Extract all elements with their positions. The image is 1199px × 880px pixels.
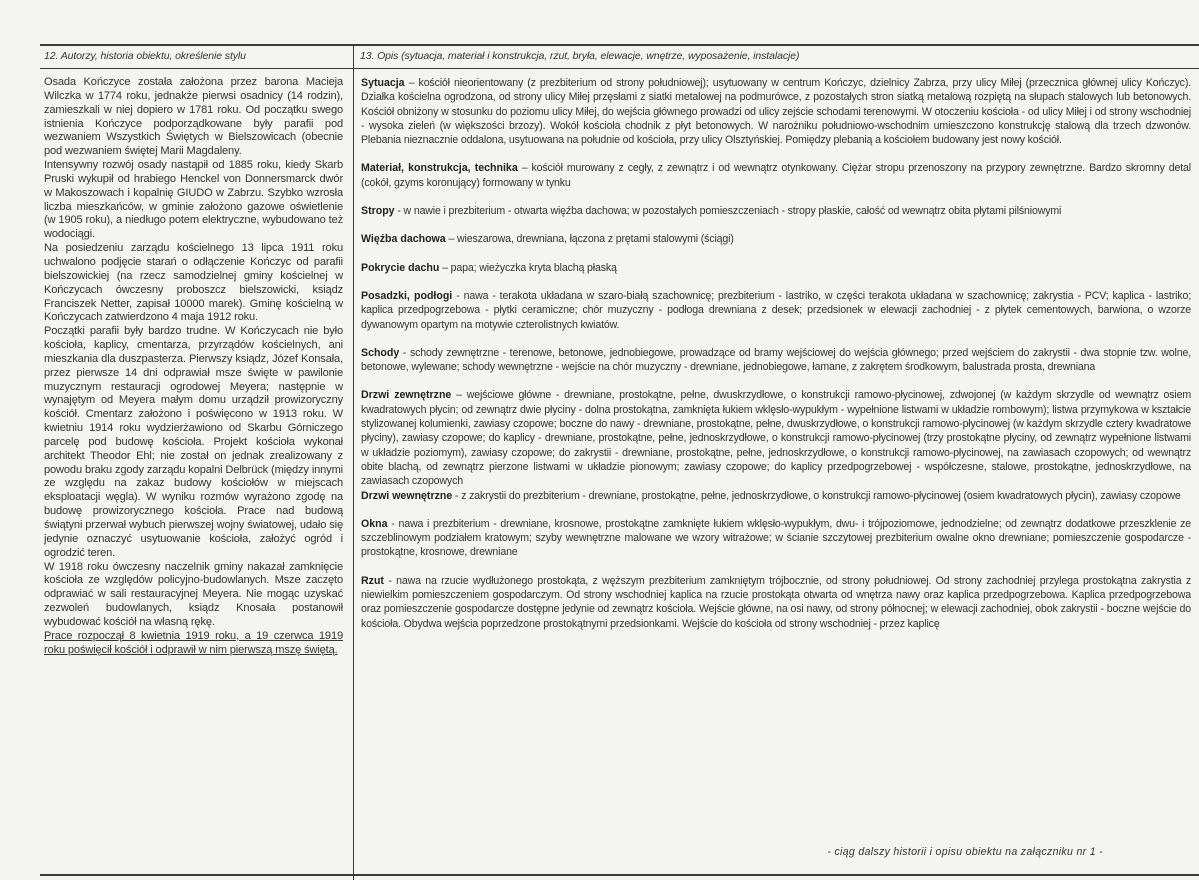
section-sytuacja: Sytuacja – kościół nieorientowany (z prezbiterium od strony południowej); usytuowany w centrum Kończyc, dzielnicy Zabrza, przy ulicy Miłej (przecznica głównej ulicy Kończyc). Działka kościelna ogrodzona, od strony ulicy Miłej przęsłami z siatki metalowej na podmurówce, z pozostałych stron siatką metalową rozpiętą na słupach stalowych lub betonowych. Kościół obniżony w stosunku do poziomu ulicy Miłej, do wejścia głównego prowadzi od ulicy zejście schodami terenowymi. W otoczeniu kościoła - od ulicy Miłej i od strony wschodniej - wysoka zieleń (w większości brzozy). Wokół kościoła chodnik z płyt betonowych. W narożniku południowo-wschodnim umieszczono konstrukcję stalową dla trzech dzwonów. Plebania nieznacznie oddalona, usytuowana na południe od kościoła, przy ulicy Olsztyńskiej. Pomiędzy plebanią a kościołem budowany jest nowy kościół. [361, 77, 1191, 147]
section-posadzki: Posadzki, podłogi - nawa - terakota układana w szaro-białą szachownicę; prezbiterium - lastriko, w części terakota układana w szachownicę; zakrystia - PCV; kaplica - lastriko; kaplica przedpogrzebowa - płytki ceramiczne; chór muzyczny - podłoga drewniana z desek; przedsionek w elewacji zachodniej - z płytek cementowych, barwiona, o wzorze dywanowym opartym na motywie czterolistnych kwiatów. [361, 289, 1191, 331]
section-text: kościół nieorientowany (z prezbiterium od strony południowej); usytuowany w centrum Kończyc, dzielnicy Zabrza, przy ulicy Miłej (przecznica głównej ulicy Kończyc). Działka kościelna ogrodzona, od strony ulicy Miłej przęsłami z siatki metalowej na podmurówce, z pozostałych stron siatką metalową rozpiętą na słupach stalowych lub betonowych. Kościół obniżony w stosunku do poziomu ulicy Miłej, do wejścia głównego prowadzi od ulicy zejście schodami terenowymi. W otoczeniu kościoła - od ulicy Miłej i od strony wschodniej - wysoka zieleń (w większości brzozy). Wokół kościoła chodnik z płyt betonowych. W narożniku południowo-wschodnim umieszczono konstrukcję stalową dla trzech dzwonów. Plebania nieznacznie oddalona, usytuowana na południe od kościoła, przy ulicy Olsztyńskiej. Pomiędzy plebanią a kościołem budowany jest nowy kościół. [361, 77, 1191, 147]
section-text: kościół murowany z cegły, z zewnątrz i od wewnątrz otynkowany. Ciężar stropu przenoszony na przypory zewnętrzne. Bardzo skromny detal (cokół, gzyms koronujący) formowany w tynku [361, 162, 1191, 189]
header-rule [40, 68, 1199, 69]
section-text: schody zewnętrzne - terenowe, betonowe, jednobiegowe, prowadzące od bramy wejściowej do wejścia głównego; przed wejściem do zakrystii - dwa stopnie tzw. wolne, betonowe, wylewane; schody wewnętrzne - wejście na chór muzyczny - drewniane, jednobiegowe, łamane, z zakrętem środkowym, balustrada prosta, drewniana [361, 346, 1191, 374]
section-drzwi-wewnetrzne: Drzwi wewnętrzne - z zakrystii do prezbiterium - drewniane, prostokątne, pełne, jednoskrzydłowe, o konstrukcji ramowo-płycinowej (osiem kwadratowych płycin), zawiasy czopowe [361, 489, 1181, 502]
column-divider [353, 44, 354, 880]
section-text: w nawie i prezbiterium - otwarta więźba dachowa; w pozostałych pomieszczeniach - stropy płaskie, całość od wewnątrz obita płytami pilśniowymi [403, 205, 1062, 218]
section-rzut: Rzut - nawa na rzucie wydłużonego prostokąta, z węższym prezbiterium zamkniętym trójbocznie, od strony południowej. Od strony zachodniej przylega prostokątna zakrystia z niewielkim pomieszczeniem gospodarczym. Od strony wschodniej kaplica na rzucie prostokąta otwarta od wnętrza nawy oraz kaplica przedpogrzebowa. Kaplica przedpogrzebowa oraz pomieszczenie gospodarcze dostępne jedynie od zewnątrz kościoła. Wejście główne, na osi nawy, od strony północnej; w elewacji zachodniej, obok zakrystii - boczne wejście do kościoła. Obydwa wejścia poprzedzone prostokątnymi przedsionkami. Wejście do kościoła od strony wschodniej - przez kaplicę [361, 574, 1191, 630]
section-label: Drzwi zewnętrzne [361, 389, 452, 402]
history-column [44, 76, 343, 871]
bottom-rule [40, 874, 1199, 876]
section-text: papa; wieżyczka kryta blachą płaską [450, 261, 617, 274]
section-okna: Okna - nawa i prezbiterium - drewniane, krosnowe, prostokątne zamknięte łukiem wklęsło-wypukłym, dwu- i trójpoziomowe, jednodzielne; od zewnątrz dodatkowe przeszklenie ze szczeblinowym podziałem kratowym; szyby wewnętrzne malowane we wzory witrażowe; w ścianie szczytowej prezbiterium owalne okno drewniane; pomieszczenie gospodarcze - prostokątne, krosnowe, drewniane [361, 517, 1191, 559]
history-paragraph: W 1918 roku ówczesny naczelnik gminy nakazał zamknięcie kościoła ze względów policyjno-budowlanych. Msze zaczęto odprawiać w sali restauracyjnej Meyera. Nie mogąc uzyskać zezwoleń budowlanych, ksiądz Knosała postanowił wybudować kościół na własną rękę. [44, 560, 343, 628]
description-column [361, 76, 1191, 860]
section-text: nawa na rzucie wydłużonego prostokąta, z węższym prezbiterium zamkniętym trójbocznie, od strony południowej. Od strony zachodniej przylega prostokątna zakrystia z niewielkim pomieszczeniem gospodarczym. Od strony wschodniej kaplica na rzucie prostokąta otwarta od wnętrza nawy oraz kaplica przedpogrzebowa. Kaplica przedpogrzebowa oraz pomieszczenie gospodarcze dostępne jedynie od zewnątrz kościoła. Wejście główne, na osi nawy, od strony północnej; w elewacji zachodniej, obok zakrystii - boczne wejście do kościoła. Obydwa wejścia poprzedzone prostokątnymi przedsionkami. Wejście do kościoła od strony wschodniej - przez kaplicę [361, 574, 1191, 630]
section-text: nawa i prezbiterium - drewniane, krosnowe, prostokątne zamknięte łukiem wklęsło-wypukłym, dwu- i trójpoziomowe, jednodzielne; od zewnątrz dodatkowe przeszklenie ze szczeblinowym podziałem kratowym; szyby wewnętrzne malowane we wzory witrażowe; w ścianie szczytowej prezbiterium owalne okno drewniane; pomieszczenie gospodarcze - prostokątne, krosnowe, drewniane [361, 517, 1191, 559]
section-text: wejściowe główne - drewniane, prostokątne, pełne, dwuskrzydłowe, o konstrukcji ramowo-płycinowej, zdwojonej (w każdym skrzydle od wewnątrz osiem kwadratowych płycin; od zewnątrz dwie płyciny - dolna prostokątna, zamknięta łukiem wklęsło-wypukłym - wypełnione listwami w układzie rombowym); listwa przymykowa w kształcie stylizowanej kolumienki, zawiasy czopowe; boczne do nawy - drewniane, prostokątne, pełne, dwuskrzydłowe, o konstrukcji ramowo-płycinowej (w każdym skrzydle cztery kwadratowe płyciny), zawiasy czopowe; do kaplicy - drewniane, prostokątne, pełne, jednoskrzydłowe, o konstrukcji ramowo-płycinowej (trzy prostokątne płyciny, od zewnątrz wypełnione listwami w układzie poziomym), zawiasy czopowe; do zakrystii - drewniane, prostokątne, pełne, jednoskrzydłowe, o konstrukcji ramowo-płycinowej, na zawiasach czopowych; od wewnątrz obite blachą, od zewnątrz pierzone listwami w układzie pionowym; zawiasy czopowe; do kaplicy przedpogrzebowej - współczesne, stalowe, prostokątne, jednoskrzydłowe, na zawiasach czopowych [361, 389, 1191, 488]
section-label: Stropy [361, 205, 395, 218]
section-pokrycie: Pokrycie dachu – papa; wieżyczka kryta blachą płaską [361, 261, 617, 274]
section-label: Materiał, konstrukcja, technika [361, 162, 518, 175]
history-paragraph: Początki parafii były bardzo trudne. W Kończycach nie było kościoła, kaplicy, cmentarza, przyrządów kościelnych, ani mieszkania dla duszpasterza. Pierwszy ksiądz, Józef Konsała, przez pierwsze 14 dni odprawiał msze święte w pawilonie muzycznym restauracji ogrodowej Meyera; następnie w wynajętym od Meyera małym domu urządził prowizoryczny kościół. Cmentarz założono i poświęcono w 1913 roku. W kwietniu 1914 roku wydzierżawiono od Skarbu Górniczego parcelę pod budowę kościoła. Projekt kościoła wykonał architekt Theodor Ehl; nie został on jednak zrealizowany z powodu braku zgody zarządu kopalni Delbrück (między innymi ze względu na zakaz budowy kościołów w miejscach eksploatacji węgla). W wyniku rozmów wyrażono zgodę na budowę prowizorycznego kościoła. Prace nad budową świątyni przerwał wybuch pierwszej wojny światowej, udało się jedynie oznaczyć usytuowanie kościoła, założyć ogród i ogrodzić teren. [44, 325, 343, 559]
section-material: Materiał, konstrukcja, technika – kościół murowany z cegły, z zewnątrz i od wewnątrz otynkowany. Ciężar stropu przenoszony na przypory zewnętrzne. Bardzo skromny detal (cokół, gzyms koronujący) formowany w tynku [361, 162, 1191, 189]
section-label: Rzut [361, 574, 384, 587]
section-text: z zakrystii do prezbiterium - drewniane, prostokątne, pełne, jednoskrzydłowe, o konstrukcji ramowo-płycinowej (osiem kwadratowych płycin), zawiasy czopowe [461, 489, 1181, 502]
section-label: Schody [361, 346, 400, 359]
section-label: Sytuacja [361, 77, 405, 89]
section-stropy: Stropy - w nawie i prezbiterium - otwarta więźba dachowa; w pozostałych pomieszczeniach - stropy płaskie, całość od wewnątrz obita płytami pilśniowymi [361, 205, 1062, 218]
section-label: Posadzki, podłogi [361, 289, 453, 302]
section-text: nawa - terakota układana w szaro-białą szachownicę; prezbiterium - lastriko, w części terakota układana w szachownicę; zakrystia - PCV; kaplica - lastriko; kaplica przedpogrzebowa - płytki ceramiczne; chór muzyczny - podłoga drewniana z desek; przedsionek w elewacji zachodniej - z płytek cementowych, barwiona, o wzorze dywanowym opartym na motywie czterolistnych kwiatów. [361, 289, 1191, 331]
section-schody: Schody - schody zewnętrzne - terenowe, betonowe, jednobiegowe, prowadzące od bramy wejściowej do wejścia głównego; przed wejściem do zakrystii - dwa stopnie tzw. wolne, betonowe, wylewane; schody wewnętrzne - wejście na chór muzyczny - drewniane, jednobiegowe, łamane, z zakrętem środkowym, balustrada prosta, drewniana [361, 346, 1191, 374]
history-paragraph-underlined: Prace rozpoczął 8 kwietnia 1919 roku, a 19 czerwca 1919 roku poświęcił kościół i odprawił w nim pierwszą mszę świętą. [44, 629, 343, 656]
section-label: Okna [361, 517, 388, 530]
continuation-note: - ciąg dalszy historii i opisu obiektu na załączniku nr 1 - [827, 846, 1103, 858]
history-paragraph: Osada Kończyce została założona przez barona Macieja Wilczka w 1774 roku, jednakże pierwsi osadnicy (14 rodzin), zamieszkali w niej dopiero w 1781 roku. Od początku swego istnienia Kończyce podporządkowane były parafii pod wezwaniem Wszystkich Świętych w Bielszowicach (obecnie pod wezwaniem świętej Marii Magdaleny. [44, 76, 343, 158]
history-paragraph: Intensywny rozwój osady nastąpił od 1885 roku, kiedy Skarb Pruski wykupił od hrabiego Henckel von Donnersmarck dwór w Makoszowach i kopalnię GIUDO w Zabrzu. Szybko wzrosła liczba mieszkańców, w gminie założono gazowe oświetlenie (w 1905 roku), a niedługo potem elektryczne, wybudowano też wodociągi. [44, 159, 343, 241]
section-drzwi-zewnetrzne: Drzwi zewnętrzne – wejściowe główne - drewniane, prostokątne, pełne, dwuskrzydłowe, o konstrukcji ramowo-płycinowej, zdwojonej (w każdym skrzydle od wewnątrz osiem kwadratowych płycin; od zewnątrz dwie płyciny - dolna prostokątna, zamknięta łukiem wklęsło-wypukłym - wypełnione listwami w układzie rombowym); listwa przymykowa w kształcie stylizowanej kolumienki, zawiasy czopowe; boczne do nawy - drewniane, prostokątne, pełne, dwuskrzydłowe, o konstrukcji ramowo-płycinowej (w każdym skrzydle cztery kwadratowe płyciny), zawiasy czopowe; do kaplicy - drewniane, prostokątne, pełne, jednoskrzydłowe, o konstrukcji ramowo-płycinowej (trzy prostokątne płyciny, od zewnątrz wypełnione listwami w układzie poziomym), zawiasy czopowe; do zakrystii - drewniane, prostokątne, pełne, jednoskrzydłowe, o konstrukcji ramowo-płycinowej, na zawiasach czopowych; od wewnątrz obite blachą, od zewnątrz pierzone listwami w układzie pionowym; zawiasy czopowe; do kaplicy przedpogrzebowej - współczesne, stalowe, prostokątne, jednoskrzydłowe, na zawiasach czopowych [361, 389, 1191, 488]
top-rule [40, 44, 1199, 46]
left-column-header: 12. Autorzy, historia obiektu, określenie stylu [44, 50, 246, 62]
section-label: Drzwi wewnętrzne [361, 489, 453, 502]
section-label: Więźba dachowa [361, 233, 446, 246]
section-text: wieszarowa, drewniana, łączona z prętami stalowymi (ściągi) [457, 233, 734, 246]
section-label: Pokrycie dachu [361, 261, 440, 274]
section-wiezba: Więźba dachowa – wieszarowa, drewniana, łączona z prętami stalowymi (ściągi) [361, 233, 734, 246]
right-column-header: 13. Opis (sytuacja, materiał i konstrukcja, rzut, bryła, elewacje, wnętrze, wyposażenie, instalacje) [360, 50, 800, 62]
history-paragraph: Na posiedzeniu zarządu kościelnego 13 lipca 1911 roku uchwalono podjęcie starań o odłączenie Kończyc od parafii bielszowickiej (na rzecz samodzielnej gminy kościelnej w Kończycach ówczesny proboszcz bielszowicki, ksiądz Franciszek Netter, zapisał 10000 marek). Gminę kościelną w Kończycach zatwierdzono 4 maja 1912 roku. [44, 242, 343, 324]
